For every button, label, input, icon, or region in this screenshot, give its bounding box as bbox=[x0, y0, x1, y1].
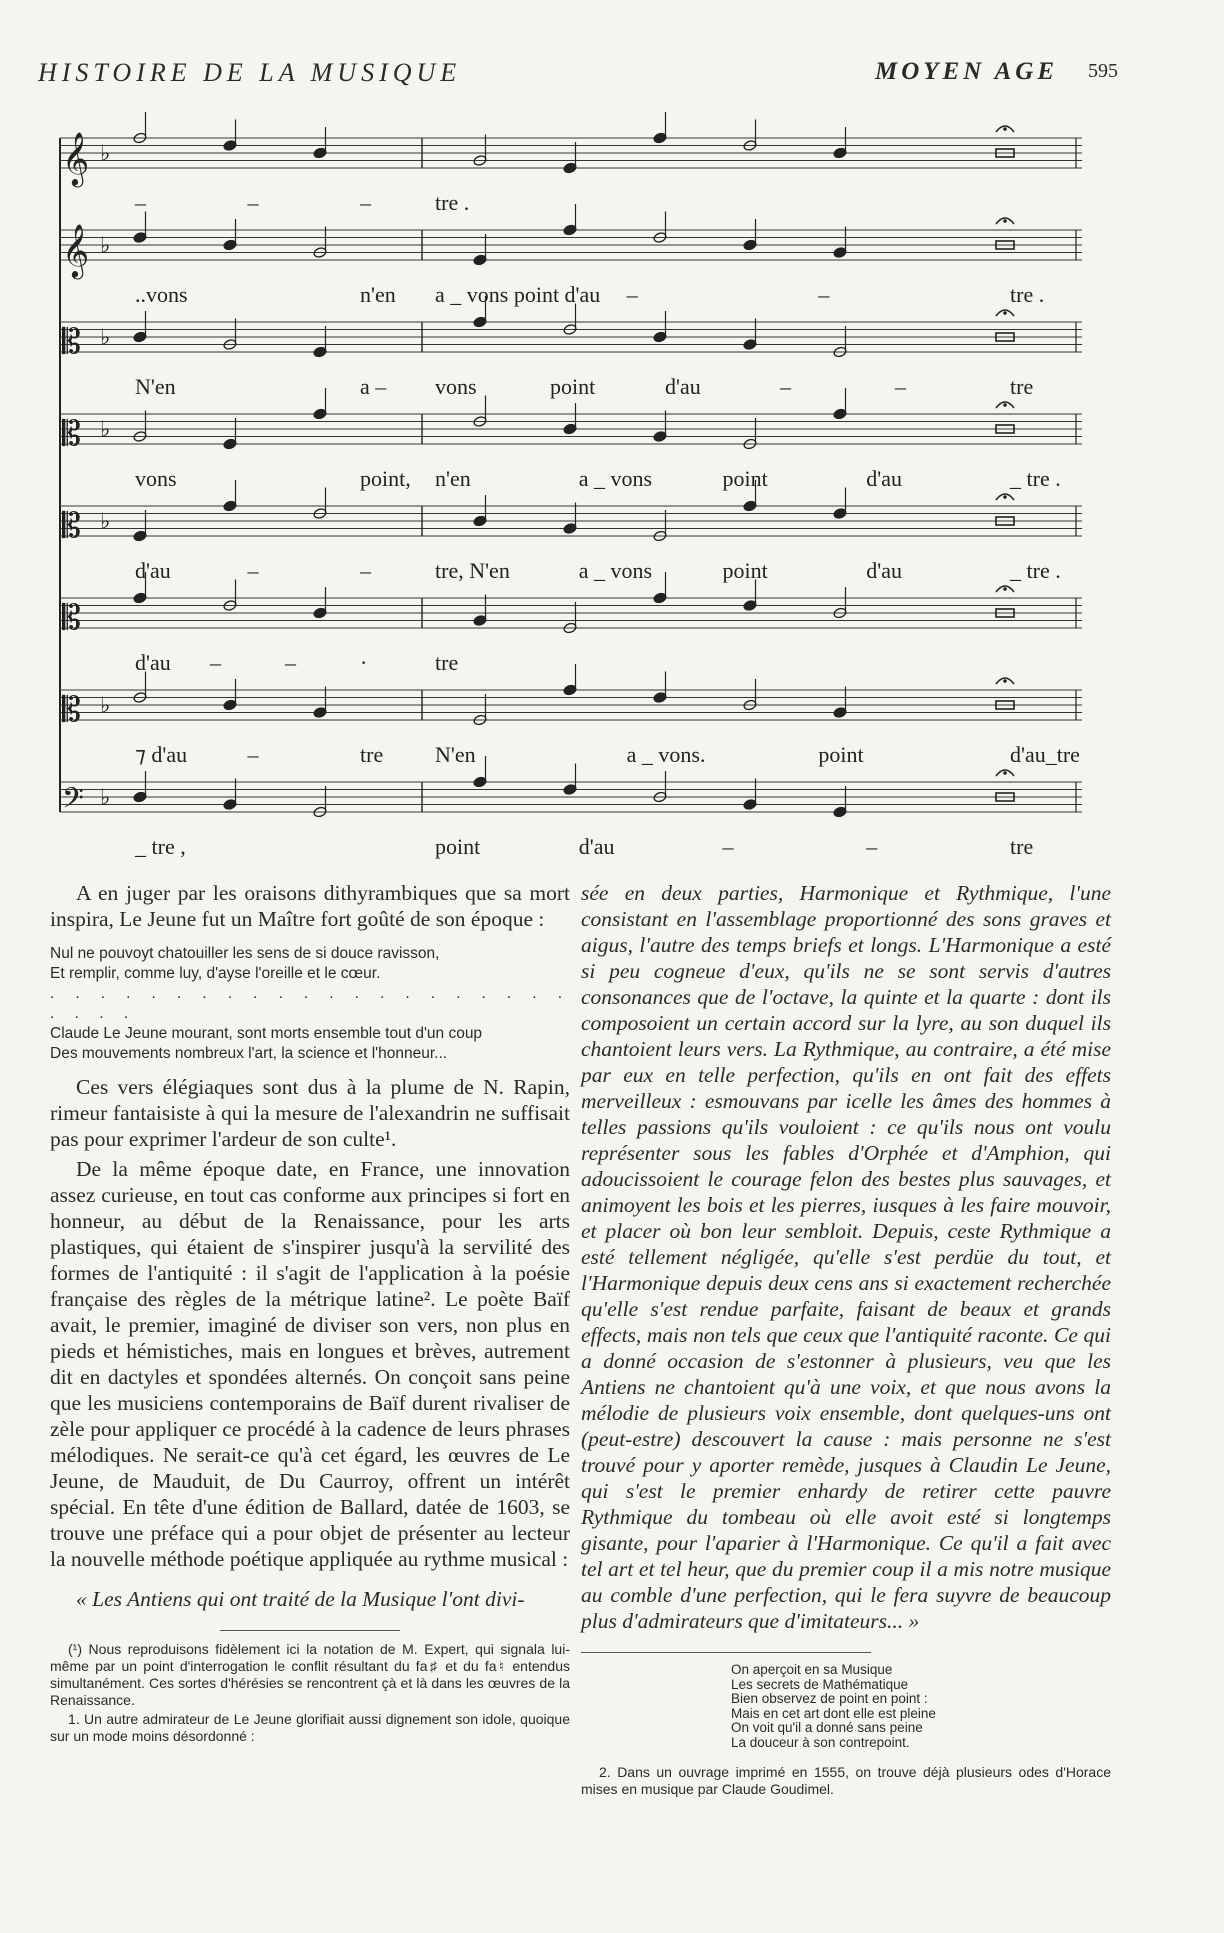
lyric-syllable: · bbox=[360, 650, 368, 675]
paragraph-2: Ces vers élégiaques sont dus à la plume de N. Rapin, rimeur fantaisiste à qui la mesure de l'alexandrin ne suffisait pas pour exprimer l'ardeur de son culte¹. bbox=[50, 1075, 570, 1151]
lyric-syllable: point, bbox=[360, 466, 411, 491]
treble-clef: 𝄞 bbox=[62, 131, 90, 185]
lyric-syllable: tre, N'en bbox=[435, 558, 510, 583]
music-score bbox=[50, 90, 1100, 860]
c-clef: 𝄡 bbox=[62, 506, 81, 546]
lyric-syllable: d'au_tre bbox=[1010, 742, 1080, 767]
lyric-syllable: – bbox=[895, 374, 906, 399]
c-clef: 𝄡 bbox=[62, 322, 81, 362]
lyric-syllable: a _ vons. bbox=[626, 742, 706, 767]
lyric-syllable: N'en bbox=[135, 374, 176, 399]
fermata-dot bbox=[1003, 771, 1007, 775]
lyric-syllable: _ tre . bbox=[1010, 466, 1061, 491]
poem-line: On voit qu'il a donné sans peine bbox=[731, 1720, 923, 1735]
quote-start: « Les Antiens qui ont traité de la Musique l'ont divi- bbox=[76, 1587, 525, 1611]
lyric-syllable: ⁊ d'au bbox=[135, 742, 188, 767]
lyric-syllable: – bbox=[818, 282, 830, 307]
verse-line: Des mouvements nombreux l'art, la science et l'honneur... bbox=[50, 1045, 448, 1062]
c-clef: 𝄡 bbox=[62, 690, 81, 730]
fermata-dot bbox=[1003, 127, 1007, 131]
lyric-syllable: tre bbox=[435, 650, 459, 675]
lyric-syllable: – bbox=[360, 190, 371, 215]
lyric-syllable: vons bbox=[435, 374, 477, 399]
lyric-syllable: – bbox=[722, 834, 734, 859]
lyric-syllable: – bbox=[247, 742, 259, 767]
lyric-syllable: a _ vons bbox=[578, 466, 653, 491]
footnote-poem bbox=[731, 1663, 1111, 1750]
footnote-separator bbox=[220, 1630, 400, 1631]
lyric-syllable: point bbox=[550, 374, 596, 399]
c-clef: 𝄡 bbox=[62, 598, 81, 638]
fermata-dot bbox=[1003, 679, 1007, 683]
page-number: 595 bbox=[1088, 60, 1118, 82]
verse-line: Nul ne pouvoyt chatouiller les sens de si douce ravisson, bbox=[50, 945, 440, 962]
lyric-syllable: d'au bbox=[135, 650, 171, 675]
lyric-syllable: a _ vons bbox=[578, 558, 653, 583]
verse-line: Et remplir, comme luy, d'ayse l'oreille et le cœur. bbox=[50, 965, 381, 982]
lyric-syllable: – bbox=[210, 650, 221, 675]
lyric-syllable: d'au bbox=[866, 466, 902, 491]
lyric-syllable: d'au bbox=[665, 374, 701, 399]
lyric-syllable: ..vons bbox=[135, 282, 188, 307]
key-signature-flat: ♭ bbox=[100, 325, 111, 351]
footnote-2: 2. Dans un ouvrage imprimé en 1555, on trouve déjà plusieurs odes d'Horace mises en musique par Claude Goudimel. bbox=[581, 1764, 1111, 1797]
fermata-dot bbox=[1003, 311, 1007, 315]
paragraph-1: A en juger par les oraisons dithyrambiques que sa mort inspira, Le Jeune fut un Maître fort goûté de son époque : bbox=[50, 881, 570, 931]
lyric-syllable: tre bbox=[360, 742, 384, 767]
verse-line: Claude Le Jeune mourant, sont morts ensemble tout d'un coup bbox=[50, 1025, 483, 1042]
treble-clef: 𝄞 bbox=[62, 223, 90, 277]
key-signature-flat: ♭ bbox=[100, 693, 111, 719]
left-column bbox=[50, 880, 570, 1747]
bass-clef: 𝄢 bbox=[62, 782, 84, 822]
key-signature-flat: ♭ bbox=[100, 509, 111, 535]
verse-ellipsis: . . . . . . . . . . . . . . . . . . . . . . . . . bbox=[50, 985, 570, 1022]
lyric-syllable: – bbox=[360, 558, 371, 583]
footnote-1: 1. Un autre admirateur de Le Jeune glorifiait aussi dignement son idole, quoique sur un mode moins désordonné : bbox=[50, 1711, 570, 1744]
lyric-syllable: _ tre , bbox=[135, 834, 186, 859]
poem-line: Bien observez de point en point : bbox=[731, 1691, 928, 1706]
footnote-separator-right bbox=[581, 1652, 871, 1653]
lyric-syllable: – bbox=[285, 650, 296, 675]
lyric-syllable: tre bbox=[1010, 834, 1034, 859]
lyric-syllable: d'au bbox=[135, 558, 171, 583]
lyric-syllable: – bbox=[247, 190, 259, 215]
lyric-syllable: a – bbox=[360, 374, 387, 399]
footnotes-left bbox=[50, 1641, 570, 1745]
fermata-dot bbox=[1003, 587, 1007, 591]
lyric-syllable: – bbox=[626, 282, 638, 307]
lyric-syllable: d'au bbox=[866, 558, 902, 583]
fermata-dot bbox=[1003, 495, 1007, 499]
lyric-syllable: point bbox=[722, 558, 768, 583]
lyric-syllable: tre bbox=[1010, 374, 1034, 399]
lyric-syllable: point bbox=[818, 742, 864, 767]
lyric-syllable: d'au bbox=[578, 834, 615, 859]
key-signature-flat: ♭ bbox=[100, 785, 111, 811]
poem-line: Les secrets de Mathématique bbox=[731, 1676, 909, 1692]
running-head-title: HISTOIRE DE LA MUSIQUE bbox=[38, 58, 462, 87]
lyric-syllable: – bbox=[247, 558, 259, 583]
lyric-syllable: n'en bbox=[435, 466, 471, 491]
lyric-syllable: – bbox=[866, 834, 878, 859]
lyric-syllable: N'en bbox=[435, 742, 476, 767]
lyric-syllable: point bbox=[722, 466, 768, 491]
poem-line: La douceur à son contrepoint. bbox=[731, 1734, 910, 1750]
poem-line: Mais en cet art dont elle est pleine bbox=[731, 1705, 936, 1721]
fermata-dot bbox=[1003, 219, 1007, 223]
lyric-syllable: _ tre . bbox=[1010, 558, 1061, 583]
lyric-syllable: n'en bbox=[360, 282, 396, 307]
running-head bbox=[38, 58, 1118, 88]
lyric-syllable: point bbox=[435, 834, 481, 859]
lyric-syllable: – bbox=[780, 374, 791, 399]
key-signature-flat: ♭ bbox=[100, 233, 111, 259]
key-signature-flat: ♭ bbox=[100, 141, 111, 167]
right-column bbox=[581, 880, 1111, 1800]
quote-continuation: sée en deux parties, Harmonique et Rythmique, l'une consistant en l'assemblage proportionné des sons graves et aigus, l'autre des temps briefs et longs. L'Harmonique a esté si peu cogneue d'eux, qu'ils ne se sont servis d'autres consonances que de l'octave, la quinte et la quarte : dont ils composoient un certain accord sur la lyre, au son duquel ils chantoient leurs vers. La Rythmique, au contraire, a été mise par eux en telle perfection, qu'ils en ont fait des effets merveilleux : esmouvans par icelle les âmes des hommes à telles passions qu'ils vouloient : ce qu'ils nous ont voulu représenter sous les fables d'Orphée et d'Amphion, qui adoucissoient le courage felon des bestes plus sauvages, et animoyent les bois et les pierres, iusques à les faire mouvoir, et placer où bon leur sembloit. Depuis, ceste Rythmique a esté tellement négligée, qu'elle s'est perdüe du tout, et l'Harmonique depuis deux cens ans si exactement recherchée qu'elle s'est rendue parfaite, faisant de beaux et grands effects, mais non tels que ceux que l'antiquité raconte. Ce qui a donné occasion de s'estonner à plusieurs, veu que les Antiens ne chantoient qu'à une voix, et que nous avons la mélodie de plusieurs voix ensemble, dont quelques-uns ont (peut-estre) descouvert la cause : mais personne ne s'est trouvé pour y aporter remède, jusques à Claudin Le Jeune, qui s'est le premier enhardy de retirer cette pauvre Rythmique du tombeau où elle avoit esté si longtemps gisante, pour l'aparier à l'Harmonique. Ce qu'il a fait avec tel art et tel heur, que du premier coup il a mis notre musique au comble d'une perfection, qui le fera suyvre de beaucoup plus d'admirateurs que d'imitateurs... » bbox=[581, 881, 1111, 1633]
verse-quote bbox=[50, 944, 570, 1064]
lyric-syllable: vons bbox=[135, 466, 177, 491]
key-signature-flat: ♭ bbox=[100, 417, 111, 443]
paragraph-3: De la même époque date, en France, une innovation assez curieuse, en tout cas conforme aux principes si fort en honneur, au début de la Renaissance, pour les arts plastiques, qui étaient de s'inspirer jusqu'à la servilité des formes de l'antiquité : il s'agit de l'application à la poésie française des règles de la métrique latine². Le poète Baïf avait, le premier, imaginé de diviser son vers, non plus en pieds et hémistiches, mais en longues et brèves, autrement dit en dactyles et spondées alternés. On conçoit sans peine que les musiciens contemporains de Baïf durent rivaliser de zèle pour appliquer ce procédé à la cadence de leurs phrases mélodiques. Ne serait-ce qu'à cet égard, les œuvres de Le Jeune, de Mauduit, de Du Caurroy, offrent un intérêt spécial. En tête d'une édition de Ballard, datée de 1603, se trouve une préface qui a pour objet de présenter au lecteur la nouvelle méthode poétique appliquée au rythme musical : bbox=[50, 1157, 570, 1571]
running-head-section: MOYEN AGE bbox=[874, 58, 1058, 85]
lyric-syllable: tre . bbox=[435, 190, 470, 215]
c-clef: 𝄡 bbox=[62, 414, 81, 454]
lyric-syllable: a _ vons point d'au bbox=[435, 282, 601, 307]
fermata-dot bbox=[1003, 403, 1007, 407]
poem-line: On aperçoit en sa Musique bbox=[731, 1662, 893, 1677]
lyric-syllable: – bbox=[135, 190, 146, 215]
footnotes-right bbox=[581, 1764, 1111, 1798]
footnote-notation: (¹) Nous reproduisons fidèlement ici la notation de M. Expert, qui signala lui-même par un point d'interrogation le conflit résultant du fa♯ et du fa♮ entendus simultanément. Ces sortes d'hérésies se rencontrent çà et là dans les œuvres de la Renaissance. bbox=[50, 1641, 570, 1708]
lyric-syllable: tre . bbox=[1010, 282, 1045, 307]
